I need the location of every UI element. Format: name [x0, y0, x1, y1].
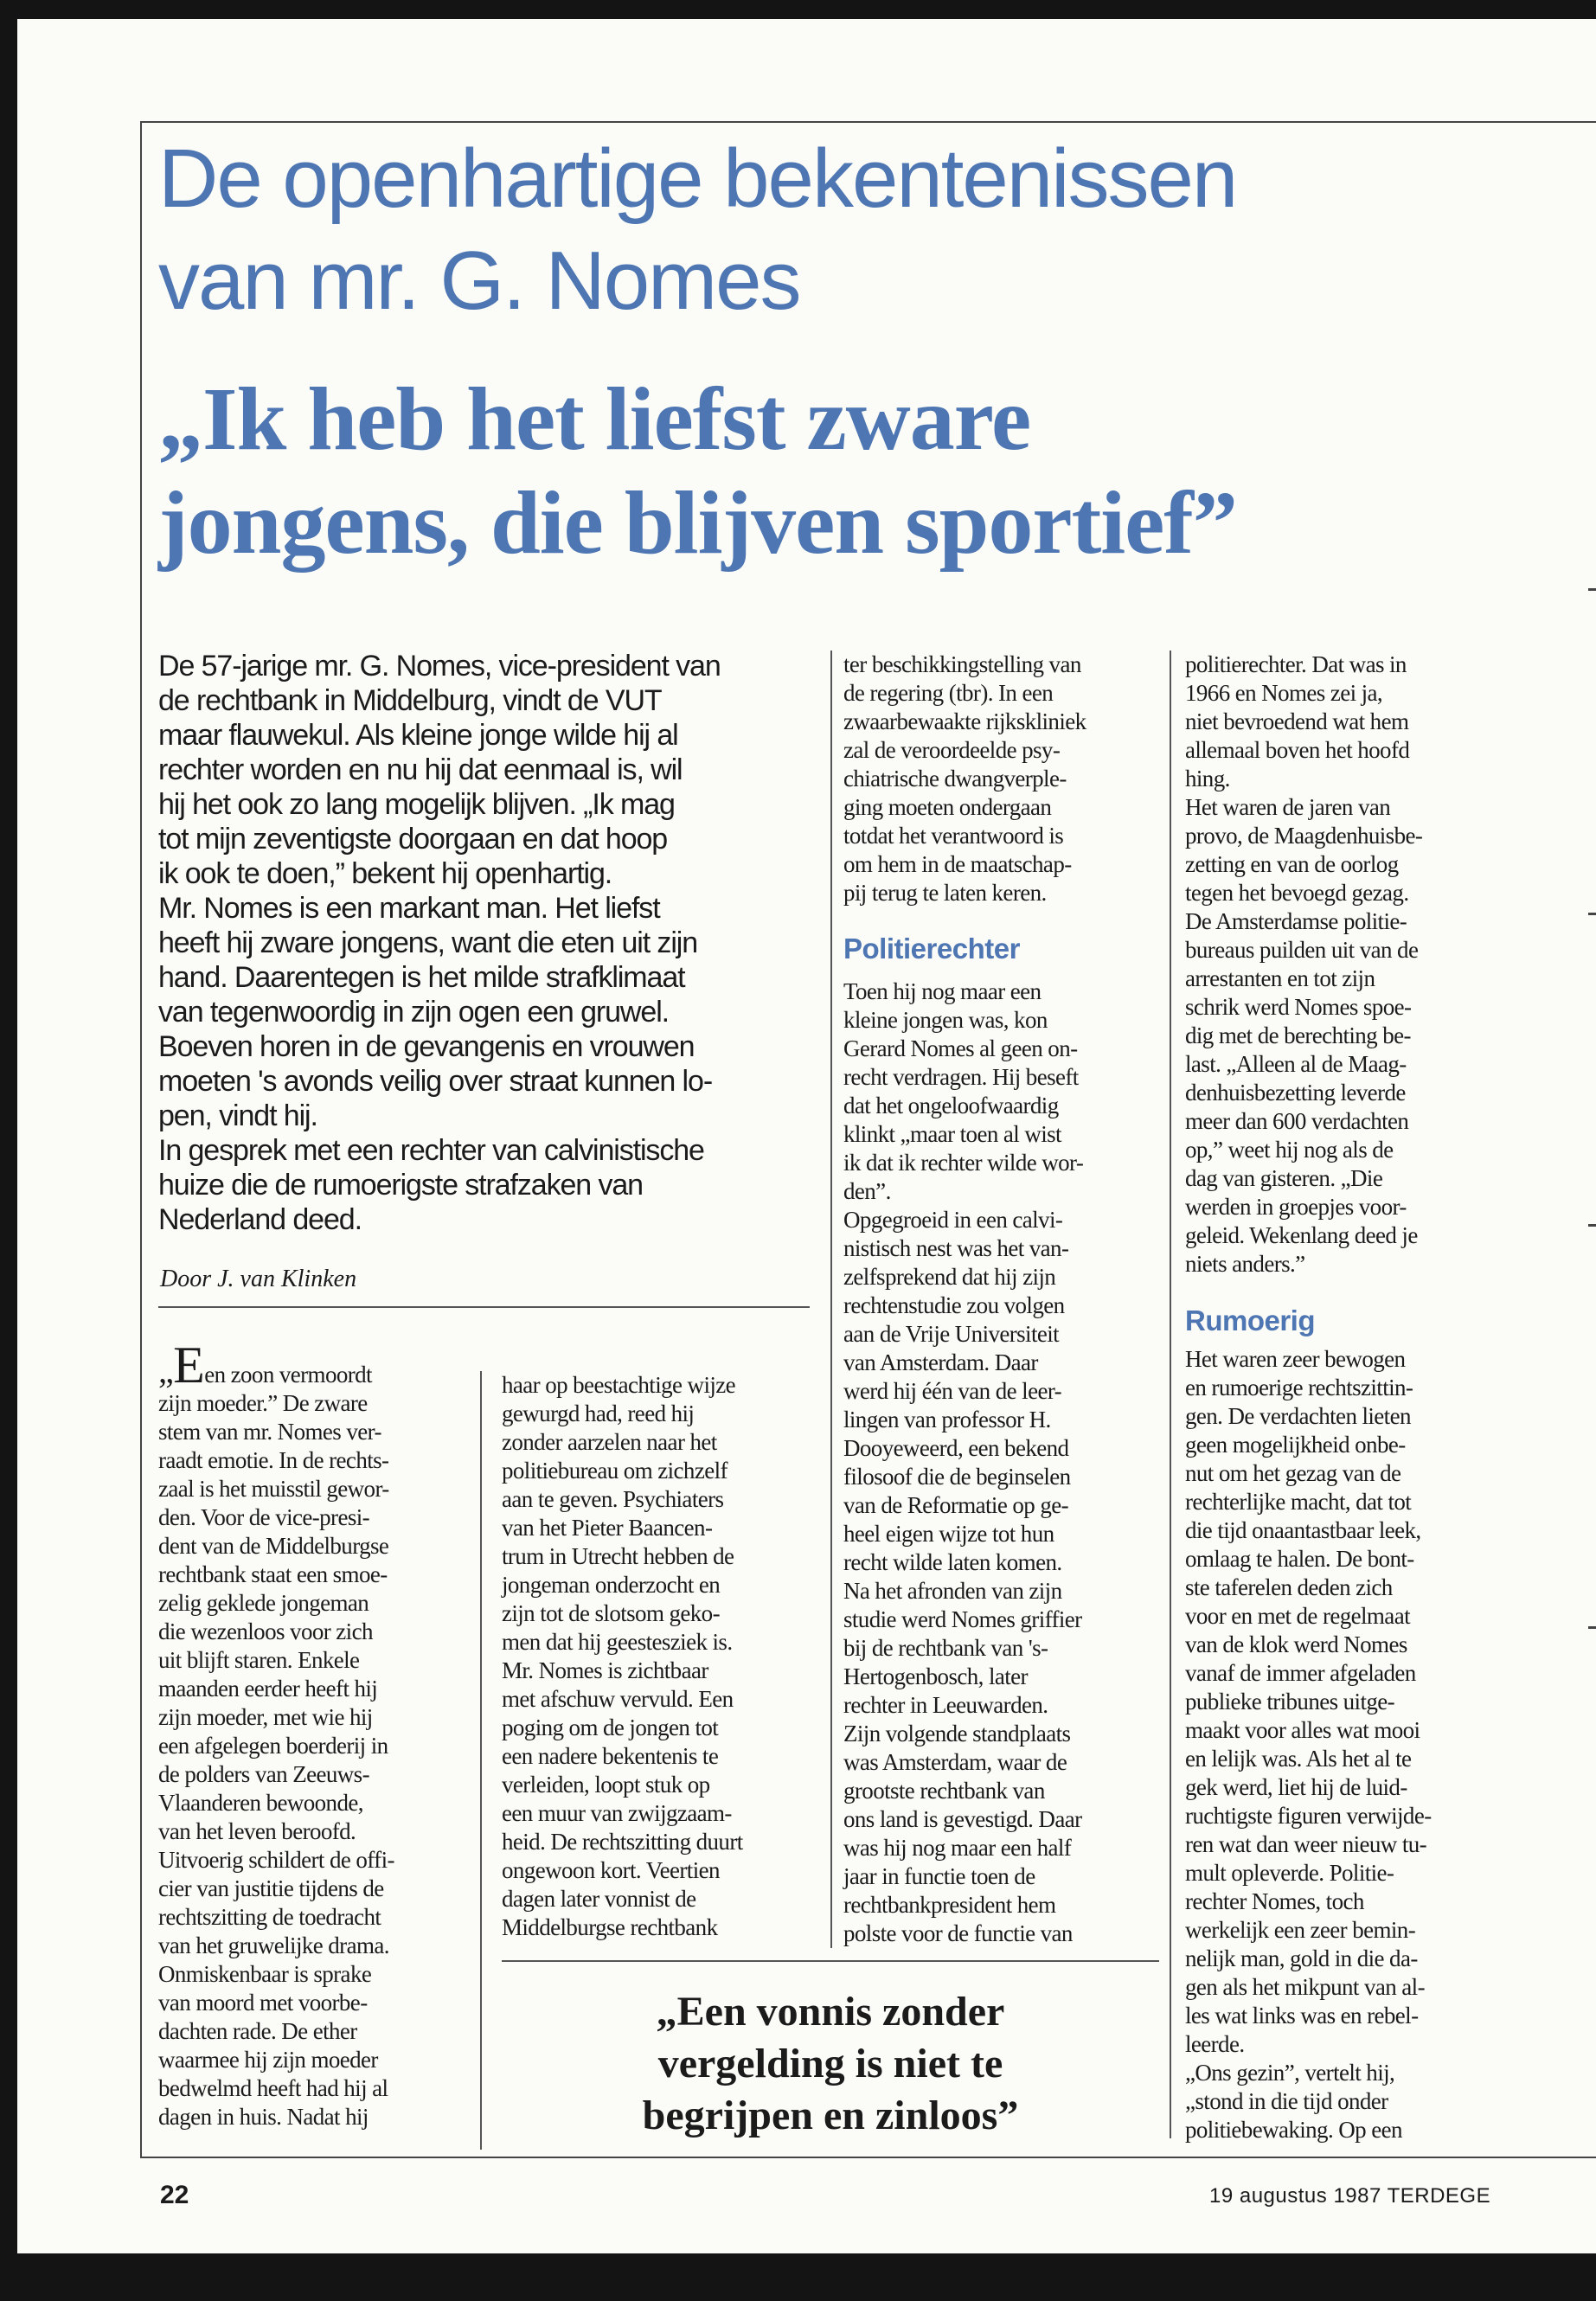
dropcap-quote: „: [158, 1351, 174, 1390]
dropcap: E: [173, 1336, 205, 1394]
subhead-politierechter: Politierechter: [843, 933, 1020, 965]
byline: Door J. van Klinken: [160, 1266, 357, 1292]
page-number: 22: [160, 2181, 189, 2209]
byline-rule: [158, 1306, 810, 1308]
frame-rule-left: [140, 121, 142, 2158]
body-column-3-top: ter beschikkingstelling van de regering (tbr). In een zwaarbewaakte rijkskliniek zal de veroordeelde psy- chiatrische dwangverple- ging moeten ondergaan totdat het verantwoord is om hem in de maatschap- pij terug te laten keren.: [843, 651, 1086, 906]
margin-tick: [1588, 588, 1596, 591]
scan-border-top: [0, 0, 1596, 19]
scan-border-left: [0, 0, 17, 2301]
frame-rule-bottom: [140, 2157, 1596, 2158]
margin-tick: [1588, 913, 1596, 915]
subhead-rumoerig: Rumoerig: [1185, 1304, 1316, 1336]
margin-tick: [1588, 1626, 1596, 1629]
margin-tick: [1588, 1224, 1596, 1227]
pull-quote: „Een vonnis zonder vergelding is niet te begrijpen en zinloos”: [642, 1989, 1019, 2138]
scan-border-bottom: [0, 2253, 1596, 2301]
body-column-3-bottom: Toen hij nog maar een kleine jongen was, kon Gerard Nomes al geen on- recht verdragen. Hij beseft dat het ongeloofwaardig klinkt „maar toen al wist ik dat ik rechter wilde wor- den”. Opgegroeid in een calvi- nistisch nest was het van- zelfsprekend dat hij zijn rechtenstudie zou volgen aan de Vrije Universiteit van Amsterdam. Daar werd hij één van de leer- lingen van professor H. Dooyeweerd, een bekend filosoof die de beginselen van de Reformatie op ge- heel eigen wijze tot hun recht wilde laten komen. Na het afronden van zijn studie werd Nomes griffier bij de rechtbank van 's- Hertogenbosch, later rechter in Leeuwarden. Zijn volgende standplaats was Amsterdam, waar de grootste rechtbank van ons land is gevestigd. Daar was hij nog maar een half jaar in functie toen de rechtbankpresident hem polste voor de functie van: [843, 978, 1084, 1946]
pullquote-rule: [502, 1960, 1159, 1962]
article-headline: „Ik heb het liefst zware jongens, die blijven sportief”: [158, 369, 1237, 573]
body-column-4-top: politierechter. Dat was in 1966 en Nomes zei ja, niet bevroedend wat hem allemaal boven het hoofd hing. Het waren de jaren van provo, de Maagdenhuisbe- zetting en van de oorlog tegen het bevoegd gezag. De Amsterdamse politie- bureaus puilden uit van de arrestanten en tot zijn schrik werd Nomes spoe- dig met de berechting be- last. „Alleen al de Maag- denhuisbezetting leverde meer dan 600 verdachten op,” weet hij nog als de dag van gisteren. „Die werden in groepjes voor- geleid. Wekenlang deed je niets anders.”: [1185, 651, 1423, 1277]
frame-rule-top: [140, 121, 1596, 123]
column-1-text: zijn moeder.” De zware stem van mr. Nomes ver- raadt emotie. In de rechts- zaal is het muisstil gewor- den. Voor de vice-presi- dent van de Middelburgse rechtbank staat een smoe- zelig geklede jongeman die wezenloos voor zich uit blijft staren. Enkele maanden eerder heeft hij zijn moeder, met wie hij een afgelegen boerderij in de polders van Zeeuws- Vlaanderen bewoonde, van het leven beroofd. Uitvoerig schildert de offi- cier van justitie tijdens de rechtszitting de toedracht van het gruwelijke drama. Onmiskenbaar is sprake van moord met voorbe- dachten rade. De ether waarmee hij zijn moeder bedwelmd heeft had hij al dagen in huis. Nadat hij: [158, 1390, 394, 2130]
column-divider: [1170, 651, 1171, 2138]
column-divider: [830, 651, 832, 1948]
article-kicker: De openhartige bekentenissen van mr. G. Nomes: [158, 132, 1237, 327]
body-column-4-bottom: Het waren zeer bewogen en rumoerige rechtszittin- gen. De verdachten lieten geen mogelijkheid onbe- nut om het gezag van de rechterlijke macht, dat tot die tijd onaantastbaar leek, omlaag te halen. De bont- ste taferelen deden zich voor en met de regelmaat van de klok werd Nomes vanaf de immer afgeladen publieke tribunes uitge- maakt voor alles wat mooi en lelijk was. Als het al te gek werd, liet hij de luid- ruchtigste figuren verwijde- ren wat dan weer nieuw tu- mult opleverde. Politie- rechter Nomes, toch werkelijk een zeer bemin- nelijk man, gold in die da- gen als het mikpunt van al- les wat links was en rebel- leerde. „Ons gezin”, vertelt hij, „stond in die tijd onder politiebewaking. Op een: [1185, 1346, 1432, 2143]
body-column-2: haar op beestachtige wijze gewurgd had, reed hij zonder aarzelen naar het politiebureau om zichzelf aan te geven. Psychiaters van het Pieter Baancen- trum in Utrecht hebben de jongeman onderzocht en zijn tot de slotsom geko- men dat hij geestesziek is. Mr. Nomes is zichtbaar met afschuw vervuld. Een poging om de jongen tot een nadere bekentenis te verleiden, loopt stuk op een muur van zwijgzaam- heid. De rechtszitting duurt ongewoon kort. Veertien dagen later vonnist de Middelburgse rechtbank: [502, 1372, 743, 1940]
column-divider: [480, 1371, 482, 2150]
issue-date: 19 augustus 1987 TERDEGE: [1209, 2184, 1491, 2208]
column-1-first-line: en zoon vermoordt: [204, 1362, 372, 1388]
article-intro: De 57-jarige mr. G. Nomes, vice-president van de rechtbank in Middelburg, vindt de VUT maar flauwekul. Als kleine jonge wilde hij al rechter worden en nu hij dat eenmaal is, wil hij het ook zo lang mogelijk blijven. „Ik mag tot mijn zeventigste doorgaan en dat hoop ik ook te doen,” bekent hij openhartig. Mr. Nomes is een markant man. Het liefst heeft hij zware jongens, want die eten uit zijn hand. Daarentegen is het milde strafklimaat van tegenwoordig in zijn ogen een gruwel. Boeven horen in de gevangenis en vrouwen moeten 's avonds veilig over straat kunnen lo- pen, vindt hij. In gesprek met een rechter van calvinistische huize die de rumoerigste strafzaken van Nederland deed.: [158, 650, 721, 1236]
body-column-1: [158, 1336, 394, 2131]
